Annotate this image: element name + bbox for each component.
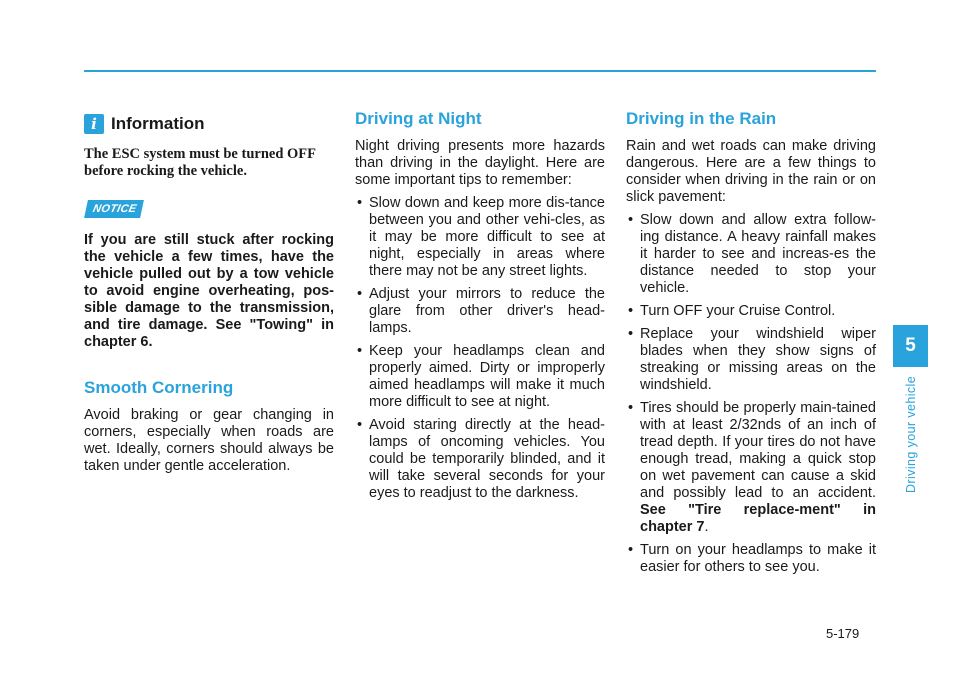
driving-at-night-heading: Driving at Night bbox=[355, 109, 482, 128]
notice-body: If you are still stuck after rocking the vehicle a few times, have the vehicle pulled out by a tow vehicle to avoid engine overheating, pos-sible damage to the transmission, and tire damage. See "Towing" in chapter 6. bbox=[84, 232, 334, 350]
tire-replacement-reference: See "Tire replace-ment" in chapter 7 bbox=[640, 502, 876, 535]
information-title: Information bbox=[111, 114, 205, 133]
column-middle bbox=[355, 108, 605, 508]
header-rule bbox=[84, 70, 876, 72]
chapter-number-tab: 5 bbox=[893, 325, 928, 367]
list-item: • Adjust your mirrors to reduce the glare from other driver's head-lamps. bbox=[355, 286, 605, 337]
column-left bbox=[84, 108, 334, 475]
list-item: • Avoid staring directly at the head-lamps of oncoming vehicles. You could be temporarily blinded, and it will take several seconds for your eyes to readjust to the darkness. bbox=[355, 417, 605, 502]
rain-tips-list bbox=[626, 212, 876, 576]
chapter-title-vertical: Driving your vehicle bbox=[904, 375, 918, 494]
list-item: • Slow down and keep more dis-tance between you and other vehi-cles, as it may be more difficult to see at night, especially in areas where there may not be any street lights. bbox=[355, 195, 605, 280]
information-body: The ESC system must be turned OFF before rocking the vehicle. bbox=[84, 146, 316, 179]
column-right bbox=[626, 108, 876, 582]
tires-end: . bbox=[704, 519, 709, 535]
night-tips-list bbox=[355, 195, 605, 502]
information-heading bbox=[84, 114, 334, 134]
driving-in-rain-heading: Driving in the Rain bbox=[626, 109, 777, 128]
list-item-tires bbox=[626, 400, 876, 536]
tires-text: Tires should be properly main-tained with at least 2/32nds of an inch of tread depth. If your tires do not have enough tread, making a quick stop on wet pavement can cause a skid and possibly lead to an accident. bbox=[640, 400, 876, 501]
info-icon: i bbox=[84, 114, 104, 134]
list-item: • Keep your headlamps clean and properly aimed. Dirty or improperly aimed headlamps will make it much more difficult to see at night. bbox=[355, 343, 605, 411]
list-item: • Slow down and allow extra follow-ing distance. A heavy rainfall makes it harder to see and increas-es the distance needed to stop your vehicle. bbox=[626, 212, 876, 297]
smooth-cornering-body: Avoid braking or gear changing in corners, especially when roads are wet. Ideally, corners should always be taken under gentle acceleration. bbox=[84, 407, 334, 474]
driving-at-night-intro: Night driving presents more hazards than driving in the daylight. Here are some important tips to remember: bbox=[355, 138, 605, 188]
list-item: • Turn OFF your Cruise Control. bbox=[626, 303, 876, 320]
driving-in-rain-intro: Rain and wet roads can make driving dangerous. Here are a few things to consider when driving in the rain or on slick pavement: bbox=[626, 138, 876, 205]
list-item: • Turn on your headlamps to make it easier for others to see you. bbox=[626, 542, 876, 576]
page-number: 5-179 bbox=[826, 626, 860, 641]
smooth-cornering-heading: Smooth Cornering bbox=[84, 378, 234, 397]
notice-badge: NOTICE bbox=[84, 200, 144, 218]
list-item: • Replace your windshield wiper blades when they show signs of streaking or missing areas on the windshield. bbox=[626, 326, 876, 394]
